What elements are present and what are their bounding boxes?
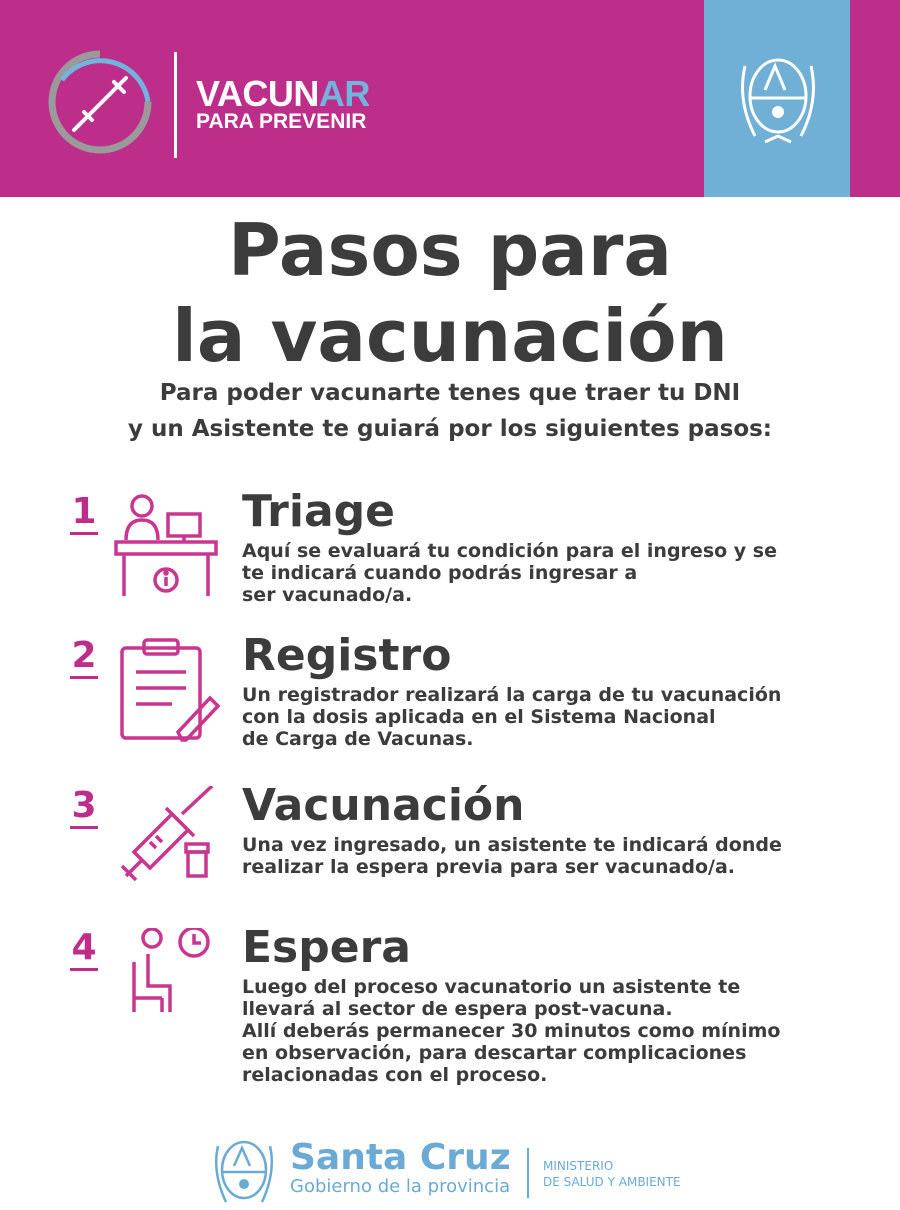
intro-line: Para poder vacunarte tenes que traer tu DNI	[159, 380, 741, 406]
step-line: Una vez ingresado, un asistente te indicará donde	[242, 834, 782, 856]
footer-province-name: Santa Cruz	[290, 1137, 511, 1178]
ministry-line: DE SALUD Y AMBIENTE	[543, 1175, 681, 1189]
brand-name	[196, 73, 370, 114]
triage-desk-icon	[112, 492, 222, 602]
ministry-line: MINISTERIO	[543, 1159, 614, 1173]
step-title: Registro	[242, 630, 452, 681]
santa-cruz-seal-icon	[212, 1132, 276, 1210]
province-seal-icon	[735, 46, 821, 152]
step-description	[242, 976, 862, 1086]
page-title-line2: la vacunación	[172, 294, 728, 378]
step-number: 4	[70, 928, 98, 971]
step-line: ser vacunado/a.	[242, 584, 413, 606]
step-line: Aquí se evaluará tu condición para el ingreso y se	[242, 540, 777, 562]
step-number: 1	[70, 492, 98, 535]
logo-divider	[174, 52, 177, 158]
header-banner	[0, 0, 900, 197]
brand-main: VACUN	[196, 73, 319, 114]
step-line: con la dosis aplicada en el Sistema Nacional	[242, 706, 716, 728]
seated-person-clock-icon	[112, 928, 222, 1038]
step-line: llevará al sector de espera post-vacuna.	[242, 998, 673, 1020]
intro-text	[0, 375, 900, 447]
step-line: Luego del proceso vacunatorio un asistente te	[242, 976, 741, 998]
syringe-vial-icon	[112, 786, 222, 896]
footer-province-subtitle: Gobierno de la provincia	[290, 1176, 511, 1197]
clipboard-pencil-icon	[112, 636, 222, 746]
brand-tagline: PARA PREVENIR	[196, 110, 367, 133]
step-number: 2	[70, 636, 98, 679]
step-description	[242, 684, 862, 750]
step-line: en observación, para descartar complicaciones	[242, 1042, 747, 1064]
intro-line: y un Asistente te guiará por los siguientes pasos:	[127, 416, 773, 442]
step-line: Un registrador realizará la carga de tu vacunación	[242, 684, 782, 706]
page-title-line1: Pasos para	[228, 208, 672, 292]
step-number: 3	[70, 786, 98, 829]
step-line: Allí deberás permanecer 30 minutos como mínimo	[242, 1020, 781, 1042]
step-title: Vacunación	[242, 780, 525, 831]
step-title: Espera	[242, 922, 411, 973]
brand-accent: AR	[318, 73, 370, 114]
step-line: relacionadas con el proceso.	[242, 1064, 548, 1086]
step-description	[242, 834, 862, 878]
step-line: realizar la espera previa para ser vacunado/a.	[242, 856, 735, 878]
footer-divider	[527, 1148, 529, 1198]
footer-ministry	[543, 1158, 681, 1190]
step-title: Triage	[242, 486, 395, 537]
step-line: te indicará cuando podrás ingresar a	[242, 562, 638, 584]
step-line: de Carga de Vacunas.	[242, 728, 474, 750]
step-description	[242, 540, 862, 606]
vacunar-syringe-logo-icon	[48, 50, 152, 154]
